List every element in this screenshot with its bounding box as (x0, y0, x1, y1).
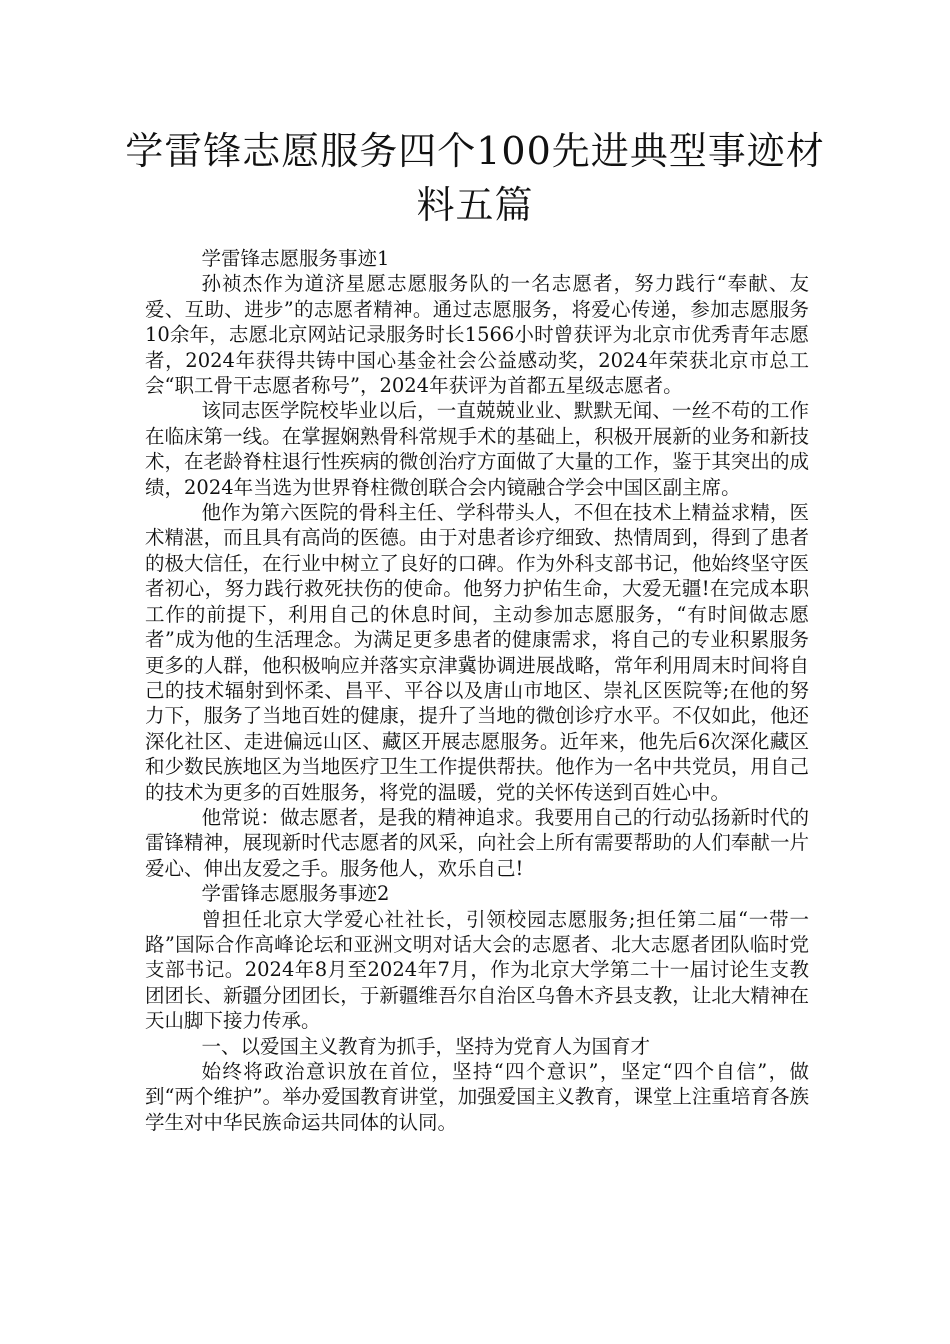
section-heading-2: 学雷锋志愿服务事迹2 (201, 882, 390, 906)
document-body (145, 246, 809, 1135)
paragraph: 曾担任北京大学爱心社社长，引领校园志愿服务;担任第二届“一带一路”国际合作高峰论坛和亚洲文明对话大会的志愿者、北大志愿者团队临时党支部书记。2024年8月至2024年7月，作为北京大学第二十一届讨论生支教团团长、新疆分团团长，于新疆维吾尔自治区乌鲁木齐县支教，让北大精神在天山脚下接力传承。 (145, 907, 809, 1033)
document-title: 学雷锋志愿服务四个100先进典型事迹材料五篇 (125, 129, 825, 227)
paragraph: 他作为第六医院的骨科主任、学科带头人，不但在技术上精益求精，医术精湛，而且具有高尚的医德。由于对患者诊疗细致、热情周到，得到了患者的极大信任，在行业中树立了良好的口碑。作为外科支部书记，他始终坚守医者初心，努力践行救死扶伤的使命。他努力护佑生命，大爱无疆!在完成本职工作的前提下，利用自己的休息时间，主动参加志愿服务，“有时间做志愿者”成为他的生活理念。为满足更多患者的健康需求，将自己的专业积累服务更多的人群，他积极响应并落实京津冀协调进展战略，常年利用周末时间将自己的技术辐射到怀柔、昌平、平谷以及唐山市地区、崇礼区医院等;在他的努力下，服务了当地百姓的健康，提升了当地的微创诊疗水平。不仅如此，他还深化社区、走进偏远山区、藏区开展志愿服务。近年来，他先后6次深化藏区和少数民族地区为当地医疗卫生工作提供帮扶。他作为一名中共党员，用自己的技术为更多的百姓服务，将党的温暖，党的关怀传送到百姓心中。 (145, 501, 809, 804)
section-heading-1: 学雷锋志愿服务事迹1 (201, 247, 390, 270)
paragraph: 他常说：做志愿者，是我的精神追求。我要用自己的行动弘扬新时代的雷锋精神，展现新时代志愿者的风采，向社会上所有需要帮助的人们奉献一片爱心、伸出友爱之手。服务他人，欢乐自己! (145, 805, 809, 880)
paragraph: 始终将政治意识放在首位，坚持“四个意识”，坚定“四个自信”，做到“两个维护”。举办爱国教育讲堂，加强爱国主义教育，课堂上注重培育各族学生对中华民族命运共同体的认同。 (145, 1060, 809, 1134)
paragraph: 孙祯杰作为道济星愿志愿服务队的一名志愿者，努力践行“奉献、友爱、互助、进步”的志愿者精神。通过志愿服务，将爱心传递，参加志愿服务10余年，志愿北京网站记录服务时长1566小时曾获评为北京市优秀青年志愿者，2024年获得共铸中国心基金社会公益感动奖，2024年荣获北京市总工会“职工骨干志愿者称号”，2024年获评为首都五星级志愿者。 (145, 272, 809, 398)
subsection-heading: 一、以爱国主义教育为抓手，坚持为党育人为国育才 (201, 1034, 651, 1058)
paragraph: 该同志医学院校毕业以后，一直兢兢业业、默默无闻、一丝不苟的工作在临床第一线。在掌握娴熟骨科常规手术的基础上，积极开展新的业务和新技术，在老龄脊柱退行性疾病的微创治疗方面做了大量的工作，鉴于其突出的成绩，2024年当选为世界脊柱微创联合会内镜融合学会中国区副主席。 (145, 399, 809, 499)
